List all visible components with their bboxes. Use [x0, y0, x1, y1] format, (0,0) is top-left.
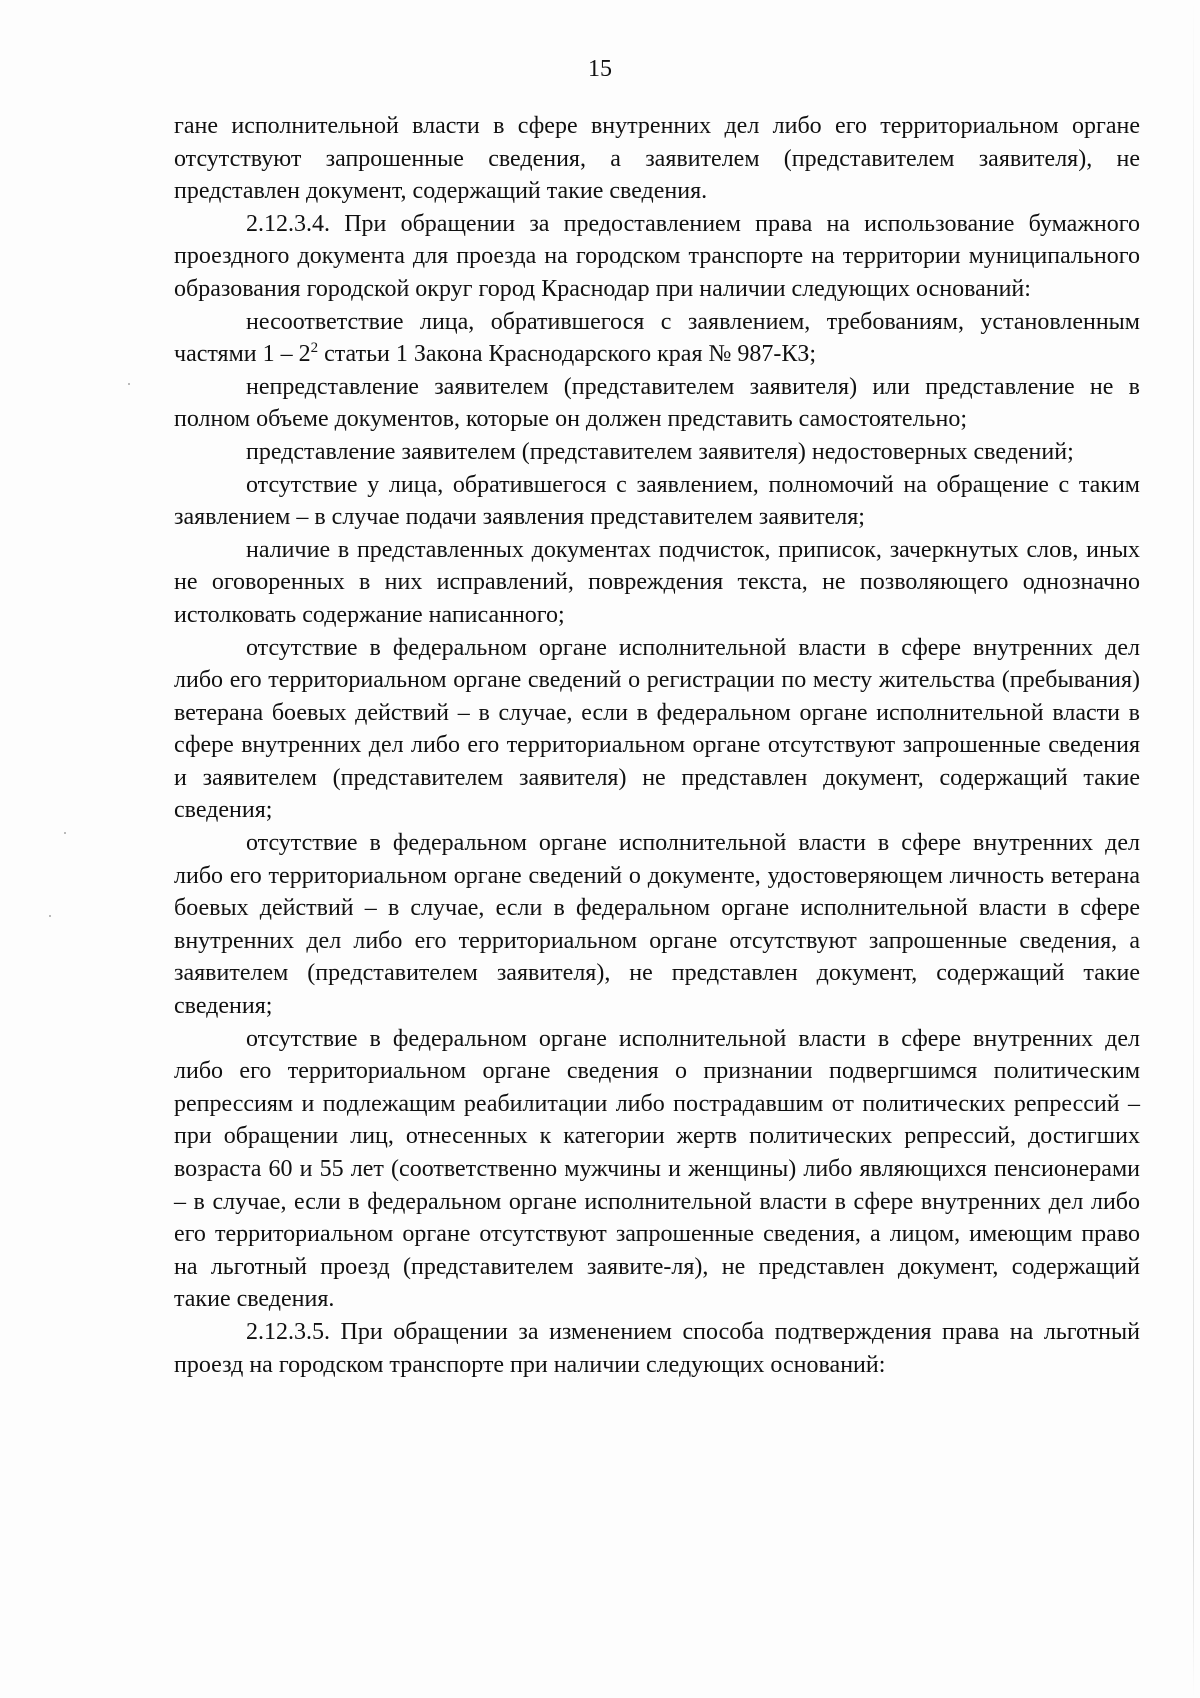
scan-speck [590, 1132, 592, 1134]
scan-speck [128, 383, 130, 385]
scan-speck [64, 832, 66, 834]
paragraph-grounds-no-identity-document: отсутствие в федеральном органе исполнительной власти в сфере внутренних дел либо его территориальном органе сведений о документе, удостоверяющем личность ветерана боевых действий – в случае, если в федеральном органе исполнительной власти в сфере внутренних дел либо его территориальном органе отсутствуют запрошенные сведения, а заявителем (представителем заявителя), не представлен документ, содержащий такие сведения; [174, 830, 1140, 1020]
grounds-mismatch-text-end: статьи 1 Закона Краснодарского края № 987-КЗ; [318, 341, 817, 368]
paragraph-grounds-non-submission: непредставление заявителем (представителем заявителя) или представление не в полном объеме документов, которые он должен представить самостоятельно; [174, 373, 1140, 433]
paragraph-continuation: гане исполнительной власти в сфере внутренних дел либо его территориальном органе отсутствуют запрошенные сведения, а заявителем (представителем заявителя), не представлен документ, содержащий такие сведения. [174, 113, 1140, 205]
grounds-mismatch-text-start: несоответствие лица, обратившегося с заявлением, требованиям, установленным частями 1 – 2 [174, 308, 1140, 368]
paragraph-grounds-false-info: представление заявителем (представителем заявителя) недостоверных сведений; [246, 438, 1074, 465]
paragraph-grounds-corrections: наличие в представленных документах подчисток, приписок, зачеркнутых слов, иных не оговоренных в них исправлений, повреждения текста, не позволяющего однозначно истолковать содержание написанного; [174, 536, 1140, 628]
superscript-two: 2 [310, 340, 319, 357]
paragraph-grounds-mismatch [174, 306, 1140, 371]
scan-speck [49, 915, 51, 917]
paragraph-grounds-no-registration: отсутствие в федеральном органе исполнительной власти в сфере внутренних дел либо его территориальном органе сведений о регистрации по месту жительства (пребывания) ветерана боевых действий – в случае, если в федеральном органе исполнительной власти в сфере внутренних дел либо его территориальном органе отсутствуют запрошенные сведения и заявителем (представителем заявителя) не представлен документ, содержащий такие сведения; [174, 634, 1140, 824]
page-number: 15 [588, 56, 612, 82]
paragraph-grounds-no-repression-status: отсутствие в федеральном органе исполнительной власти в сфере внутренних дел либо его территориальном органе сведения о признании подвергшимся политическим репрессиям и подлежащим реабилитации либо пострадавшим от политических репрессий – при обращении лиц, отнесенных к категории жертв политических репрессий, достигших возраста 60 и 55 лет (соответственно мужчины и женщины) либо являющихся пенсионерами – в случае, если в федеральном органе исполнительной власти в сфере внутренних дел либо его территориальном органе отсутствуют запрошенные сведения, а лицом, имеющим право на льготный проезд (представителем заявите-ля), не представлен документ, содержащий такие сведения. [174, 1025, 1140, 1313]
paragraph-clause-2-12-3-4: 2.12.3.4. При обращении за предоставлением права на использование бумажного проездного документа для проезда на городском транспорте на территории муниципального образования городской округ город Краснодар при наличии следующих оснований: [174, 210, 1140, 302]
scan-edge-shadow [1193, 0, 1194, 1698]
paragraph-clause-2-12-3-5: 2.12.3.5. При обращении за изменением способа подтверждения права на льготный проезд на городском транспорте при наличии следующих оснований: [174, 1318, 1140, 1378]
paragraph-grounds-no-authority: отсутствие у лица, обратившегося с заявлением, полномочий на обращение с таким заявлением – в случае подачи заявления представителем заявителя; [174, 471, 1140, 531]
document-body [174, 110, 1140, 1381]
